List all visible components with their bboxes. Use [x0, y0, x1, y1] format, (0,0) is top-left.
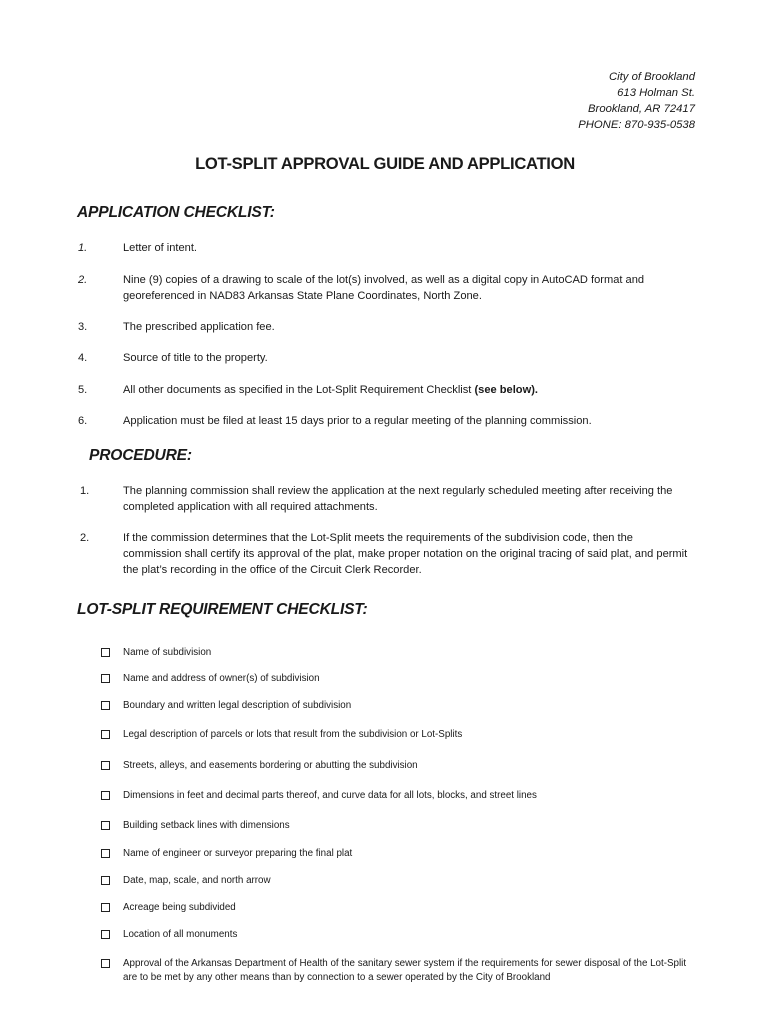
requirement-label: Streets, alleys, and easements bordering or abutting the subdivision: [123, 760, 418, 771]
city-address-block: [578, 69, 695, 133]
item-number: 2.: [80, 532, 90, 544]
checkbox[interactable]: [101, 876, 110, 885]
requirement-label: Boundary and written legal description of subdivision: [123, 700, 352, 711]
item-text: [123, 382, 693, 398]
item-number: 4.: [78, 352, 88, 364]
item-text: If the commission determines that the Lot-Split meets the requirements of the subdivision code, then the commission shall certify its approval of the plat, make proper notation on the original tracing of said plat, and permit the plat’s recording in the office of the Circuit Clerk Recorder.: [123, 532, 688, 576]
checkbox[interactable]: [101, 849, 110, 858]
item-number: 6.: [78, 415, 88, 427]
item-number: 5.: [78, 384, 88, 396]
city-state-zip: Brookland, AR 72417: [588, 103, 695, 115]
requirement-label: Location of all monuments: [123, 929, 238, 940]
checkbox[interactable]: [101, 730, 110, 739]
checkbox[interactable]: [101, 903, 110, 912]
checkbox[interactable]: [101, 761, 110, 770]
item-text: The planning commission shall review the application at the next regularly scheduled meeting after receiving the completed application with all required attachments.: [123, 485, 673, 513]
item-text: Source of title to the property.: [123, 352, 268, 364]
requirement-label: Date, map, scale, and north arrow: [123, 875, 271, 886]
city-name: City of Brookland: [608, 71, 695, 83]
requirement-label: Approval of the Arkansas Department of Health of the sanitary sewer system if the requirements for sewer disposal of the Lot-Split are to be met by any other means than by connection to a sewer operated by the City of Brookland: [123, 958, 687, 983]
requirement-checklist-heading: LOT-SPLIT REQUIREMENT CHECKLIST:: [77, 601, 368, 618]
checkbox[interactable]: [101, 791, 110, 800]
procedure-heading: PROCEDURE:: [89, 447, 192, 464]
street-address: 613 Holman St.: [617, 87, 695, 99]
requirement-label: Name of engineer or surveyor preparing the final plat: [123, 848, 353, 859]
requirement-label: Acreage being subdivided: [123, 902, 236, 913]
item-number: 1.: [80, 485, 90, 497]
item-text-main: All other documents as specified in the Lot-Split Requirement Checklist: [123, 384, 475, 396]
checkbox[interactable]: [101, 701, 110, 710]
requirement-label: Name of subdivision: [123, 647, 212, 658]
item-text: Nine (9) copies of a drawing to scale of the lot(s) involved, as well as a digital copy in AutoCAD format and georeferenced in NAD83 Arkansas State Plane Coordinates, North Zone.: [123, 274, 645, 302]
checkbox[interactable]: [101, 674, 110, 683]
item-number: 3.: [78, 321, 88, 333]
item-number: 2.: [78, 274, 88, 286]
item-number: 1.: [78, 242, 88, 254]
document-title: LOT-SPLIT APPROVAL GUIDE AND APPLICATION: [195, 154, 575, 173]
application-checklist-heading: APPLICATION CHECKLIST:: [77, 204, 275, 221]
item-text: Letter of intent.: [123, 242, 198, 254]
checkbox[interactable]: [101, 821, 110, 830]
checkbox[interactable]: [101, 959, 110, 968]
item-text: Application must be filed at least 15 days prior to a regular meeting of the planning commission.: [123, 415, 592, 427]
phone-number: PHONE: 870-935-0538: [578, 119, 695, 131]
requirement-label: Dimensions in feet and decimal parts thereof, and curve data for all lots, blocks, and street lines: [123, 790, 537, 801]
item-text-emphasis: (see below).: [474, 384, 538, 396]
item-text: The prescribed application fee.: [123, 321, 275, 333]
checkbox[interactable]: [101, 930, 110, 939]
requirement-label: Name and address of owner(s) of subdivision: [123, 673, 320, 684]
checkbox[interactable]: [101, 648, 110, 657]
requirement-label: Legal description of parcels or lots that result from the subdivision or Lot-Splits: [123, 729, 463, 740]
requirement-label: Building setback lines with dimensions: [123, 820, 290, 831]
